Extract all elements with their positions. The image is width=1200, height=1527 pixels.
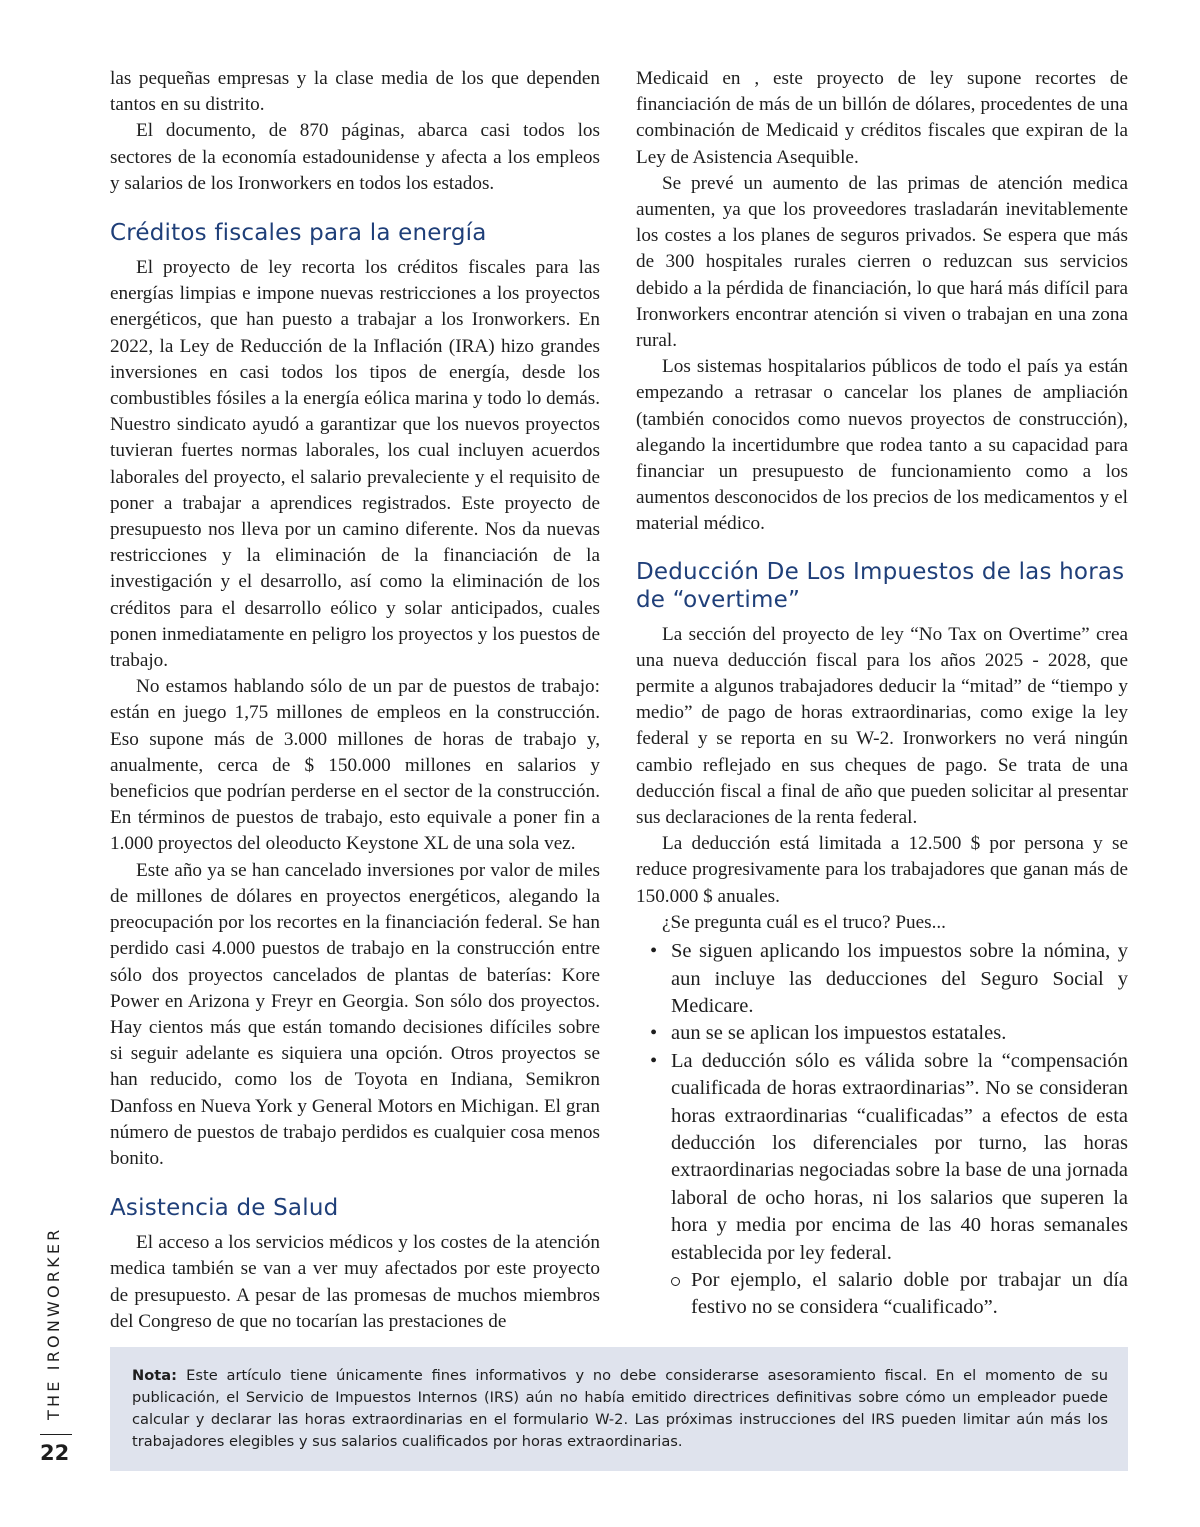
note-box — [110, 1347, 1128, 1471]
sub-bullet-list — [671, 1267, 1128, 1322]
paragraph: Medicaid en , este proyecto de ley supone recortes de financiación de más de un billón de dólares, procedentes de una combinación de Medicaid y créditos fiscales que expiran de la Ley de Asistencia Asequible. — [636, 68, 1128, 168]
right-column — [636, 66, 1128, 1322]
paragraph: Se prevé un aumento de las primas de atención medica aumenten, ya que los proveedores trasladarán inevitablemente los costes a los planes de seguros privados. Se espera que más de 300 hospitales rurales cierren o reduzcan sus servicios debido a la pérdida de financiación, lo que hará más difícil para Ironworkers encontrar atención si viven o trabajan en una zona rural. — [636, 172, 1128, 352]
paragraph: El acceso a los servicios médicos y los costes de la atención medica también se van a ver muy afectados por este proyecto de presupuesto. A pesar de las promesas de muchos miembros del Congreso de que no tocarían las prestaciones de — [110, 1232, 600, 1332]
section-heading-energy: Créditos fiscales para la energía — [110, 220, 487, 247]
section-heading-overtime: Deducción De Los Impuestos de las horas de “overtime” — [636, 558, 1125, 613]
list-item: • Se siguen aplicando los impuestos sobre la nómina, y aun incluye las deducciones del Seguro Social y Medicare. — [636, 938, 1128, 1020]
list-item — [636, 1048, 1128, 1322]
paragraph: La deducción está limitada a 12.500 $ por persona y se reduce progresivamente para los trabajadores que ganan más de 150.000 $ anuales. — [636, 833, 1128, 907]
paragraph: El proyecto de ley recorta los créditos fiscales para las energías limpias e impone nuevas restricciones a los proyectos energéticos, que han puesto a trabajar a los Ironworkers. En 2022, la Ley de Reducción de la Inflación (IRA) hizo grandes inversiones en casi todos los tipos de energía, desde los combustibles fósiles a la energía eólica marina y todo lo demás. Nuestro sindicato ayudó a garantizar que los nuevos proyectos tuvieran fuertes normas laborales, los cual incluyen acuerdos laborales del proyecto, el salario prevaleciente y el requisito de poner a trabajar a aprendices registrados. Este proyecto de presupuesto nos lleva por un camino diferente. Nos da nuevas restricciones y la eliminación de la financiación de la investigación y el desarrollo, así como la eliminación de los créditos para el desarrollo eólico y solar anticipados, cuales ponen inmediatamente en peligro los proyectos y los puestos de trabajo. — [110, 257, 600, 672]
note-label: Nota: — [132, 1367, 187, 1384]
list-item-text: La deducción sólo es válida sobre la “compensación cualificada de horas extraordinarias”. No se consideran horas extraordinarias “cualificadas” a efectos de esta deducción los diferenciales por turno, las horas extraordinarias negociadas sobre la base de una jornada laboral de ocho horas, ni los salarios que superen la hora y media por encima de las 40 horas semanales establecida por ley federal. — [671, 1049, 1128, 1264]
paragraph: La sección del proyecto de ley “No Tax on Overtime” crea una nueva deducción fiscal para los años 2025 - 2028, que permite a algunos trabajadores deducir la “mitad” de “tiempo y medio” de pago de horas extraordinarias, como exige la ley federal y se reporta en su W-2. Ironworkers no verá ningún cambio reflejado en sus cheques de pago. Se trata de una deducción fiscal a final de año que pueden solicitar al presentar sus declaraciones de la renta federal. — [636, 623, 1128, 829]
page-number: 22 — [40, 1441, 70, 1465]
paragraph: Los sistemas hospitalarios públicos de todo el país ya están empezando a retrasar o cancelar los planes de ampliación (también conocidos como nuevos proyectos de construcción), alegando la incertidumbre que rodea tanto a su capacidad para financiar un presupuesto de funcionamiento como a los aumentos desconocidos de los precios de los medicamentos y el material médico. — [636, 356, 1128, 535]
publication-title: THE IRONWORKER — [44, 1226, 63, 1420]
paragraph: las pequeñas empresas y la clase media de los que dependen tantos en su distrito. — [110, 68, 600, 116]
paragraph: El documento, de 870 páginas, abarca casi todos los sectores de la economía estadounidense y afecta a los empleos y salarios de los Ironworkers en todos los estados. — [110, 120, 600, 194]
paragraph: ¿Se pregunta cuál es el truco? Pues... — [662, 911, 946, 933]
left-column — [110, 66, 600, 1335]
note-text: Este artículo tiene únicamente fines informativos y no debe considerarse asesoramiento fiscal. En el momento de su publicación, el Servicio de Impuestos Internos (IRS) aún no había emitido directrices definitivas sobre cómo un empleador puede calcular y declarar las horas extraordinarias en el formulario W-2. Las próximas instrucciones del IRS pueden limitar aún más los trabajadores elegibles y sus salarios cualificados por horas extraordinarias. — [132, 1367, 1109, 1450]
paragraph: Este año ya se han cancelado inversiones por valor de miles de millones de dólares en proyectos energéticos, alegando la preocupación por los recortes en la financiación federal. Se han perdido casi 4.000 puestos de trabajo en la construcción entre sólo dos proyectos cancelados de plantas de baterías: Kore Power en Arizona y Freyr en Georgia. Son sólo dos proyectos. Hay cientos más que están tomando decisiones difíciles sobre si seguir adelante es siquiera una opción. Otros proyectos se han reducido, como los de Toyota en Indiana, Semikron Danfoss en Nueva York y General Motors en Michigan. El gran número de puestos de trabajo perdidos es cualquier cosa menos bonito. — [110, 859, 600, 1169]
section-heading-health: Asistencia de Salud — [110, 1195, 339, 1222]
list-item: • aun se se aplican los impuestos estatales. — [636, 1020, 1128, 1047]
bullet-list — [636, 938, 1128, 1322]
sub-list-item: Por ejemplo, el salario doble por trabajar un día festivo no se considera “cualificado”. — [671, 1267, 1128, 1322]
paragraph: No estamos hablando sólo de un par de puestos de trabajo: están en juego 1,75 millones de empleos en la construcción. Eso supone más de 3.000 millones de horas de trabajo y, anualmente, cerca de $ 150.000 millones en salarios y beneficios que podrían perderse en el sector de la construcción. En términos de puestos de trabajo, esto equivale a poner fin a 1.000 proyectos del oleoducto Keystone XL de una sola vez. — [110, 676, 600, 855]
divider — [40, 1434, 72, 1435]
